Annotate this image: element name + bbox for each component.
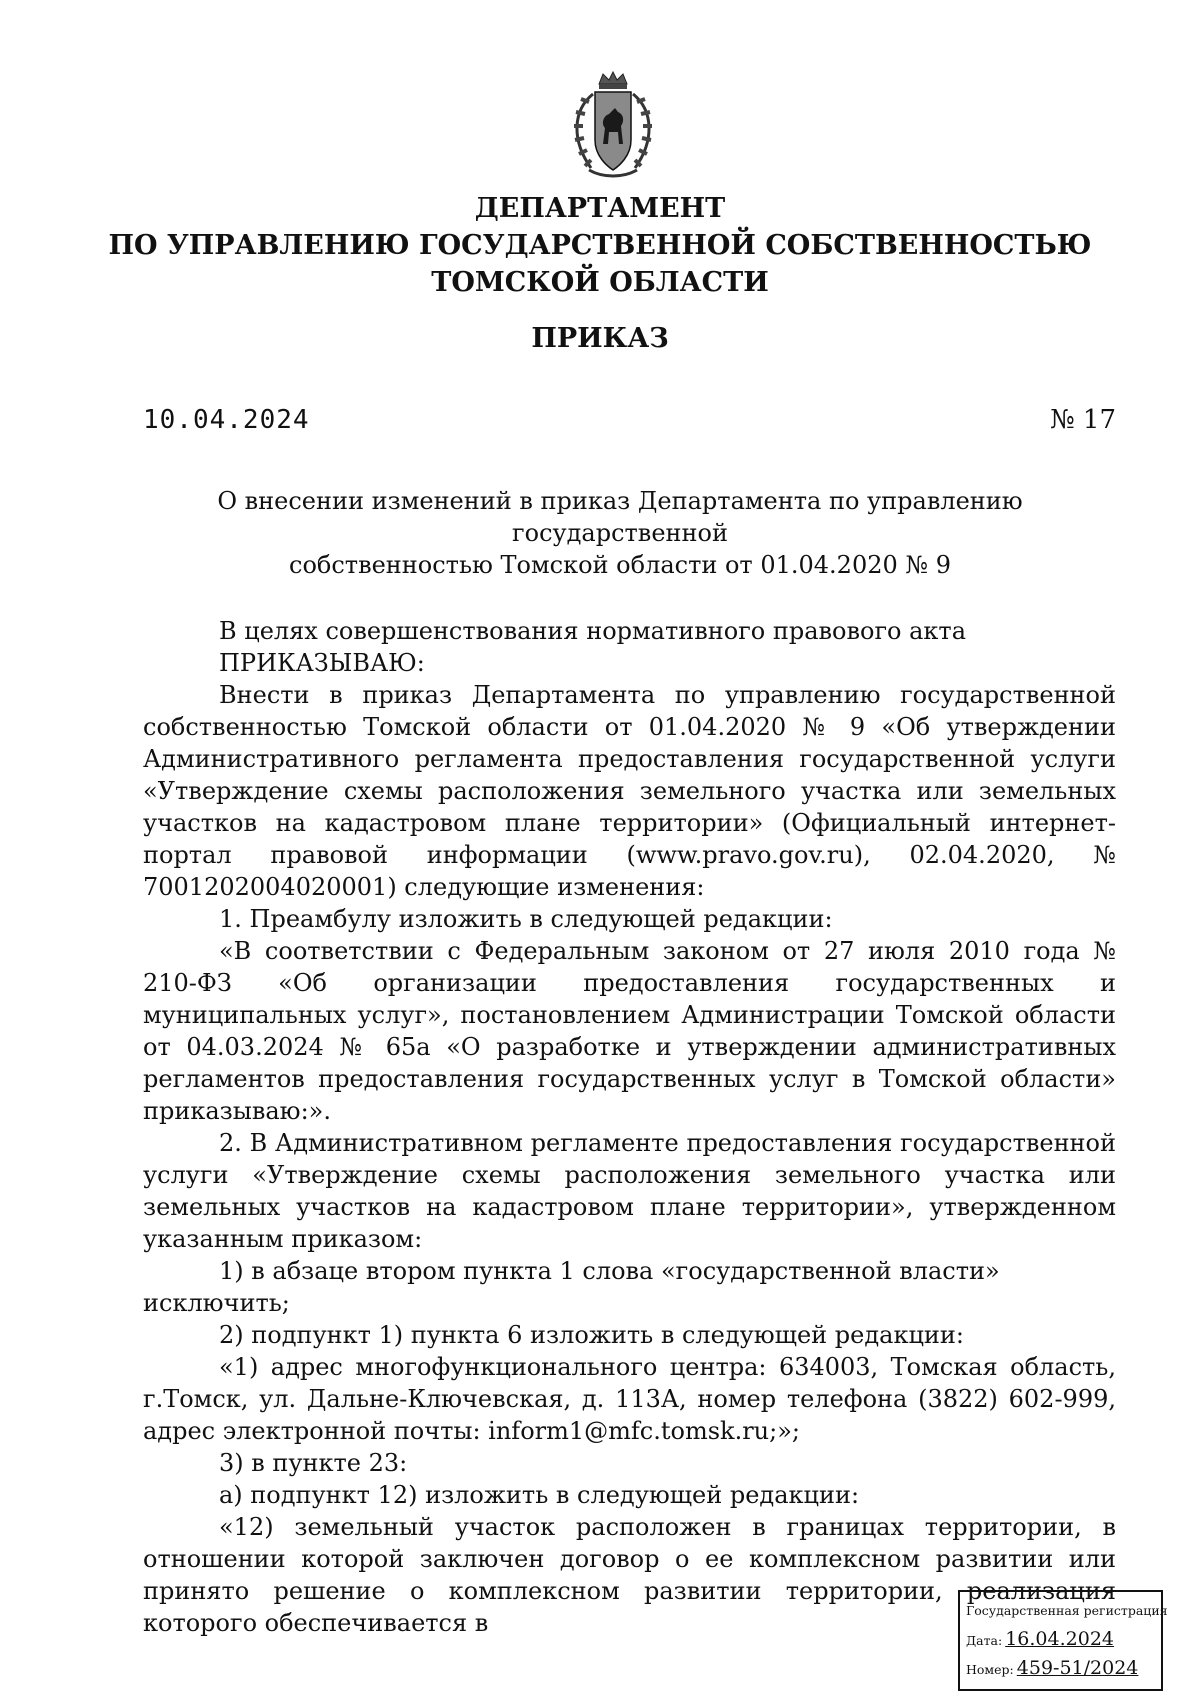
- stamp-number-row: [966, 1654, 1155, 1683]
- stamp-number-label: Номер:: [966, 1662, 1014, 1677]
- coat-of-arms-emblem: [563, 70, 663, 182]
- body-paragraph: 1. Преамбулу изложить в следующей редакции:: [219, 905, 833, 933]
- body-paragraph: 1) в абзаце втором пункта 1 слова «государственной власти» исключить;: [143, 1257, 1000, 1317]
- department-name: [0, 190, 1200, 301]
- body-paragraph: В целях совершенствования нормативного правового акта: [219, 617, 966, 645]
- stamp-date-row: [966, 1625, 1155, 1654]
- order-date: 10.04.2024: [143, 405, 310, 435]
- registration-stamp: [958, 1590, 1168, 1691]
- stamp-date-label: Дата:: [966, 1633, 1003, 1648]
- body-paragraph: 2. В Административном регламенте предоставления государственной услуги «Утверждение схемы расположения земельного участка или земельных участков на кадастровом плане территории», утвержденном указанным приказом:: [143, 1129, 1116, 1253]
- order-body: [143, 615, 1116, 1639]
- order-subject: [130, 485, 1110, 581]
- body-paragraph: «1) адрес многофункционального центра: 634003, Томская область, г.Томск, ул. Дальне-Ключевская, д. 113А, номер телефона (3822) 602-999, адрес электронной почты: inform1@mfc.tomsk.ru;»;: [143, 1353, 1116, 1445]
- stamp-title: Государственная регистрация: [966, 1603, 1168, 1618]
- department-line-1: ДЕПАРТАМЕНТ: [474, 193, 726, 224]
- document-type-title: ПРИКАЗ: [531, 323, 669, 354]
- body-paragraph: ПРИКАЗЫВАЮ:: [219, 649, 425, 677]
- stamp-date-value: 16.04.2024: [1005, 1628, 1114, 1650]
- body-paragraph: 3) в пункте 23:: [219, 1449, 408, 1477]
- department-line-3: ТОМСКОЙ ОБЛАСТИ: [431, 267, 769, 298]
- subject-line-2: собственностью Томской области от 01.04.2020 № 9: [289, 551, 951, 579]
- body-paragraph: а) подпункт 12) изложить в следующей редакции:: [219, 1481, 860, 1509]
- order-number: № 17: [1050, 405, 1116, 435]
- stamp-number-value: 459-51/2024: [1016, 1657, 1139, 1679]
- department-line-2: ПО УПРАВЛЕНИЮ ГОСУДАРСТВЕННОЙ СОБСТВЕННОСТЬЮ: [108, 230, 1092, 261]
- body-paragraph: «12) земельный участок расположен в границах территории, в отношении которой заключен договор о ее комплексном развитии или принято решение о комплексном развитии территории, реализация которого обеспечивается в: [143, 1513, 1116, 1637]
- body-paragraph: Внести в приказ Департамента по управлению государственной собственностью Томской области от 01.04.2020 № 9 «Об утверждении Административного регламента предоставления государственной услуги «Утверждение схемы расположения земельного участка или земельных участков на кадастровом плане территории» (Официальный интернет-портал правовой информации (www.pravo.gov.ru), 02.04.2020, № 7001202004020001) следующие изменения:: [143, 681, 1116, 901]
- body-paragraph: 2) подпункт 1) пункта 6 изложить в следующей редакции:: [219, 1321, 964, 1349]
- subject-line-1: О внесении изменений в приказ Департамента по управлению государственной: [217, 487, 1023, 547]
- body-paragraph: «В соответствии с Федеральным законом от 27 июля 2010 года № 210-ФЗ «Об организации предоставления государственных и муниципальных услуг», постановлением Администрации Томской области от 04.03.2024 № 65а «О разработке и утверждении административных регламентов предоставления государственных услуг в Томской области» приказываю:».: [143, 937, 1116, 1125]
